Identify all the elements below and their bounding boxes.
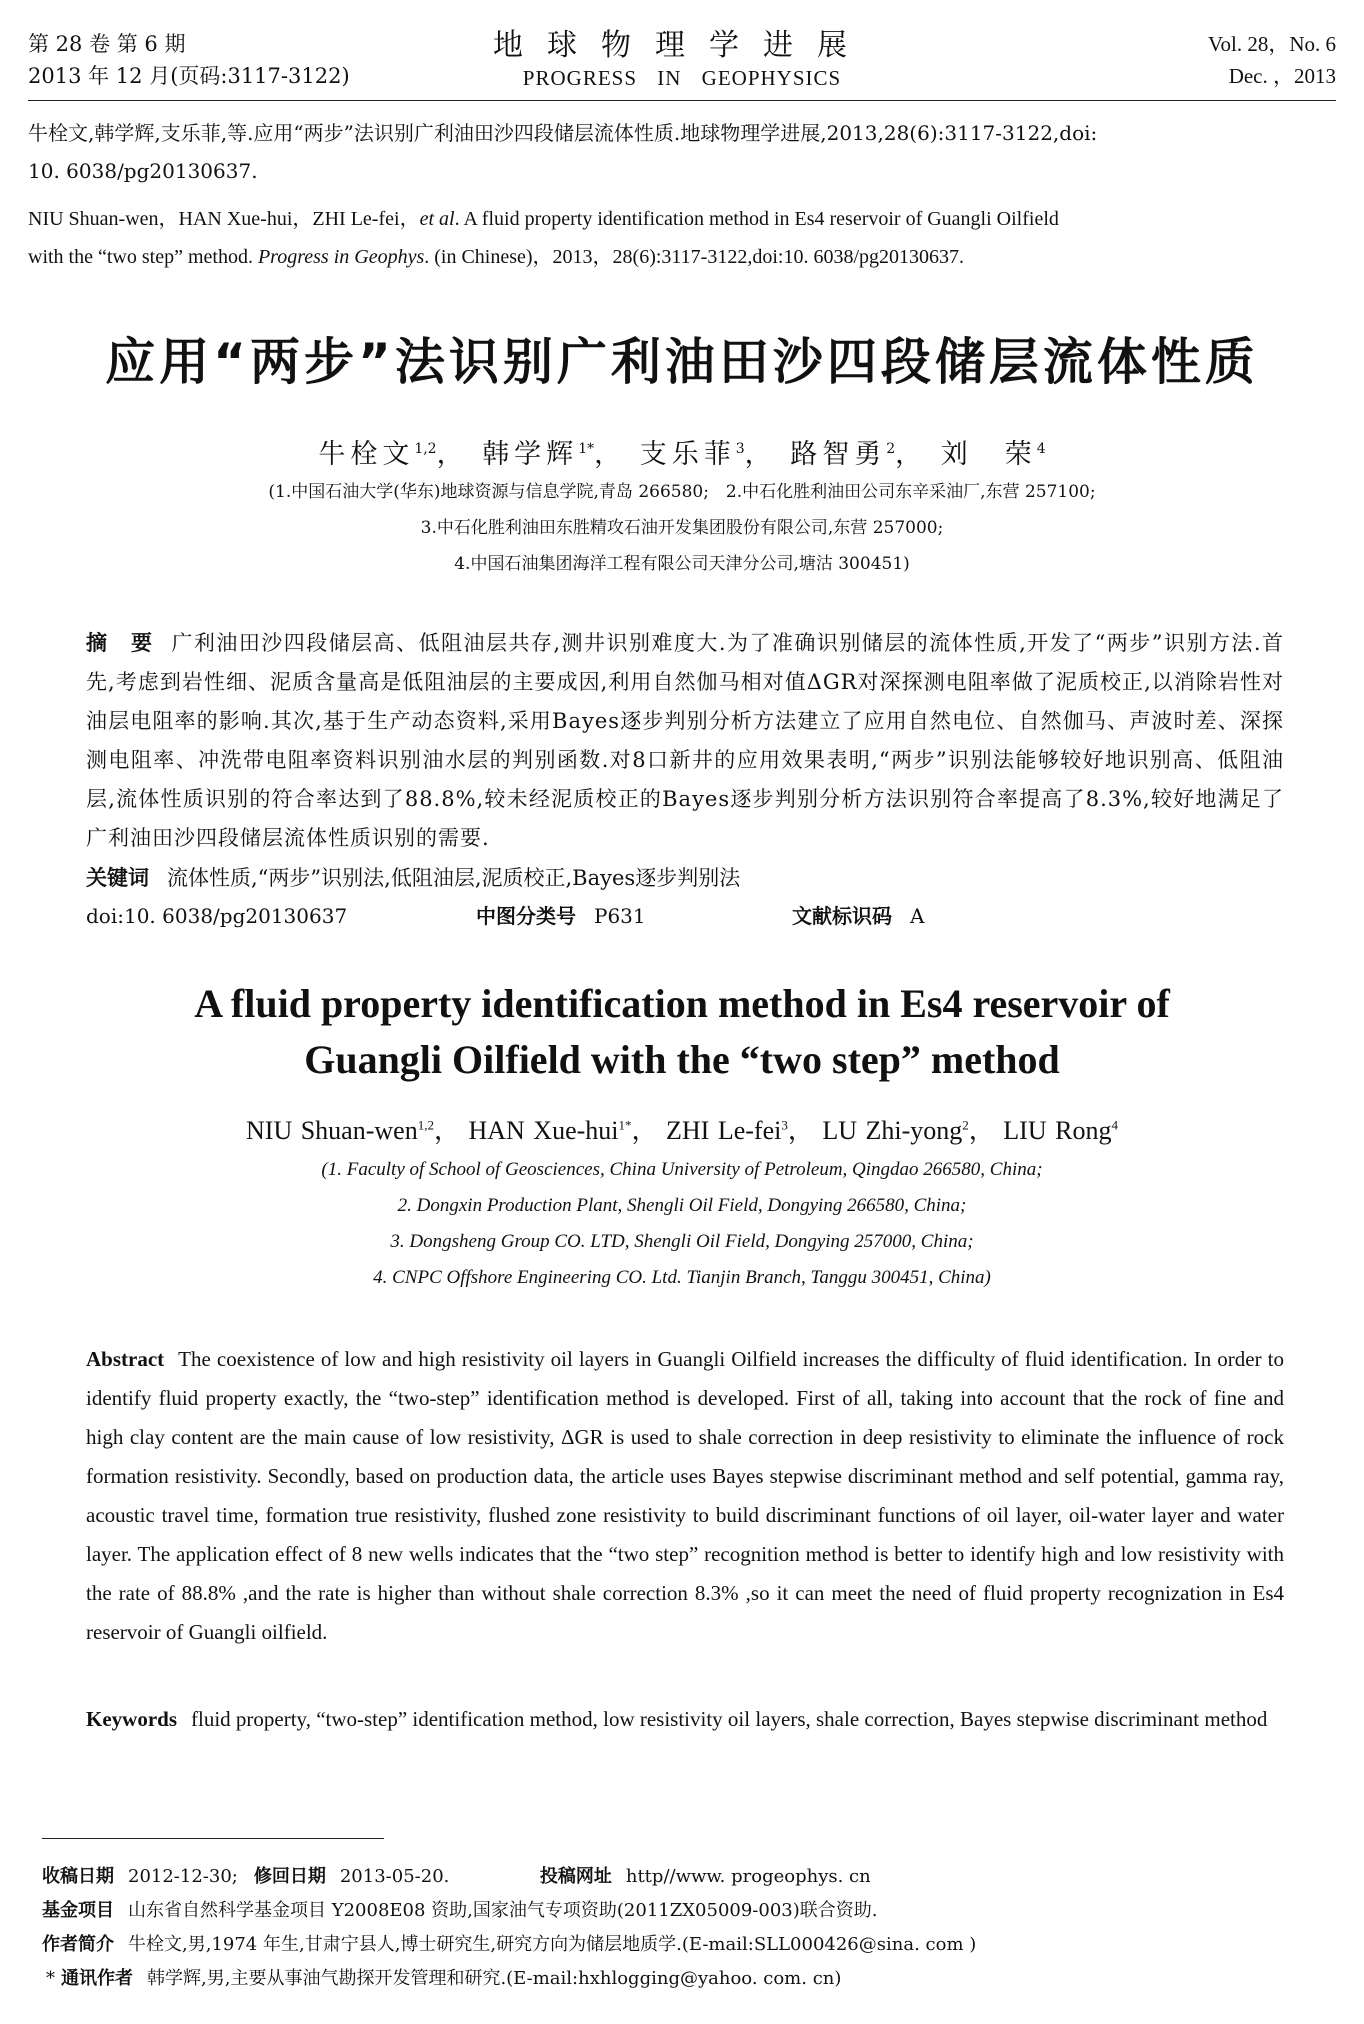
submission-url: http//www. progeophys. cn (625, 1866, 871, 1887)
citation-en-title: . A fluid property identification method in Es4 reservoir of Guangli Oilfield (454, 208, 1059, 230)
author-cn: 牛栓文$^{1,2}$ (318, 439, 437, 470)
doc-code-value: A (910, 904, 925, 928)
abstract-en-text: The coexistence of low and high resistivity oil layers in Guangli Oilfield increases the difficulty of fluid identification. In order to identify fluid property exactly, the “two-step” identification method is developed. First of all, taking into account that the rock of fine and high clay content are the main cause of low resistivity, ΔGR is used to shale correction in deep resistivity to eliminate the influence of rock formation resistivity. Secondly, based on production data, the article uses Bayes stepwise discriminant method and self potential, gamma ray, acoustic travel time, formation true resistivity, flushed zone resistivity to build discriminant functions of oil layer, oil-water layer and water layer. The application effect of 8 new wells indicates that the “two step” recognition method is better to identify high and low resistivity with the rate of 88.8% ,and the rate is higher than without shale correction 8.3% ,so it can meet the need of fluid property recognization in Es4 reservoir of Guangli oilfield. (86, 1347, 1284, 1644)
author-en: LIU Rong$^4$ (1003, 1116, 1118, 1145)
paper-title-en (0, 976, 1364, 1088)
journal-name-cn: 地球物理学进展 (493, 28, 871, 63)
keywords-cn (86, 860, 740, 896)
paper-title-en-line1: A fluid property identification method in Es4 reservoir of (194, 981, 1170, 1026)
citation-cn-line1: 牛栓文,韩学辉,支乐菲,等.应用“两步”法识别广利油田沙四段储层流体性质.地球物理学进展,2013,28(6):3117-3122,doi: (28, 121, 1098, 145)
author-cn: 路智勇$^2$ (790, 439, 896, 470)
affiliation-en: (1. Faculty of School of Geosciences, China University of Petroleum, Qingdao 266580, China; (321, 1159, 1043, 1180)
journal-volume-en (1208, 28, 1336, 92)
revised-label: 修回日期 (253, 1866, 326, 1887)
received-label: 收稿日期 (42, 1866, 114, 1887)
corresponding-star: * (46, 1968, 55, 1989)
citation-en-details: . (in Chinese)，2013，28(6):3117-3122,doi:10. 6038/pg20130637. (424, 246, 965, 268)
citation-en-line1 (28, 200, 1338, 238)
header-rule (28, 100, 1336, 101)
author-en: HAN Xue-hui$^{1*}$ (468, 1116, 632, 1145)
citation-en-journal: Progress in Geophys (257, 246, 425, 268)
author-en: LU Zhi-yong$^2$ (822, 1116, 969, 1145)
affiliation-cn: 4.中国石油集团海洋工程有限公司天津分公司,塘沽 300451) (454, 554, 910, 574)
author-cn: 韩学辉$^{1*}$ (482, 439, 595, 470)
footnote-author-bio (42, 1928, 1332, 1962)
submission-url-label: 投稿网址 (539, 1866, 612, 1887)
clc-label: 中图分类号 (476, 904, 576, 928)
journal-name-en: PROGRESS IN GEOPHYSICS (522, 66, 842, 90)
affiliation-cn: 3.中石化胜利油田东胜精攻石油开发集团股份有限公司,东营 257000; (420, 518, 944, 538)
doi-cn: doi:10. 6038/pg20130637 (86, 904, 348, 928)
author-bio-label: 作者简介 (42, 1934, 114, 1955)
keywords-cn-label: 关键词 (86, 866, 149, 890)
journal-name (0, 26, 1364, 91)
author-list-cn: 牛栓文$^{1,2}$， 韩学辉$^{1*}$， 支乐菲$^3$， 路智勇$^2$， 刘 荣$^4$ (318, 439, 1046, 470)
corresponding-label: 通讯作者 (61, 1968, 133, 1989)
citation-en-etal: et al (419, 208, 455, 230)
issue-date-en: Dec. ，2013 (1228, 64, 1336, 88)
funding-text: 山东省自然科学基金项目 Y2008E08 资助,国家油气专项资助(2011ZX05009-003)联合资助. (128, 1900, 878, 1921)
keywords-en-label: Keywords (86, 1707, 177, 1731)
footnote-funding (42, 1894, 1332, 1928)
affiliation-en: 2. Dongxin Production Plant, Shengli Oil Field, Dongying 266580, China; (397, 1195, 967, 1216)
abstract-cn (86, 624, 1284, 858)
author-bio-text: 牛栓文,男,1974 年生,甘肃宁县人,博士研究生,研究方向为储层地质学.(E-mail:SLL000426@sina. com ) (128, 1934, 977, 1955)
author-cn: 支乐菲$^3$ (639, 439, 745, 470)
clc-value: P631 (594, 904, 646, 928)
abstract-cn-label: 摘 要 (86, 631, 154, 655)
affiliation-cn: (1.中国石油大学(华东)地球资源与信息学院,青岛 266580; 2.中石化胜利油田公司东辛采油厂,东营 257100; (268, 482, 1096, 502)
volume-issue: 第 28 卷 第 6 期 (28, 32, 186, 56)
revised-date: 2013-05-20. (339, 1866, 450, 1887)
corresponding-text: 韩学辉,男,主要从事油气勘探开发管理和研究.(E-mail:hxhlogging@yahoo. com. cn) (147, 1968, 842, 1989)
footnote-rule (42, 1838, 384, 1839)
keywords-en-text: fluid property, “two-step” identification method, low resistivity oil layers, shale correction, Bayes stepwise discriminant method (191, 1707, 1268, 1731)
author-en: NIU Shuan-wen$^{1,2}$ (246, 1116, 434, 1145)
citation-en-authors: NIU Shuan-wen，HAN Xue-hui，ZHI Le-fei， (28, 208, 420, 230)
keywords-en (86, 1700, 1284, 1739)
abstract-en (86, 1340, 1284, 1652)
affiliation-en: 4. CNPC Offshore Engineering CO. Ltd. Tianjin Branch, Tanggu 300451, China) (373, 1267, 991, 1288)
issue-date-pages: 2013 年 12 月(页码:3117-3122) (28, 64, 350, 88)
author-list-en: NIU Shuan-wen$^{1,2}$， HAN Xue-hui$^{1*}$， ZHI Le-fei$^3$， LU Zhi-yong$^2$， LIU Rong$^4$ (246, 1116, 1118, 1145)
footnote-dates (42, 1860, 1332, 1894)
affiliation-en: 3. Dongsheng Group CO. LTD, Shengli Oil Field, Dongying 257000, China; (390, 1231, 974, 1252)
classification-info (86, 898, 1284, 934)
received-date: 2012-12-30; (128, 1866, 238, 1887)
paper-title-cn: 应用“两步”法识别广利油田沙四段储层流体性质 (105, 333, 1259, 391)
keywords-cn-text: 流体性质,“两步”识别法,低阻油层,泥质校正,Bayes逐步判别法 (167, 866, 741, 890)
doc-code-label: 文献标识码 (792, 904, 892, 928)
footnote-corresponding (42, 1962, 1332, 1996)
citation-en-line2 (28, 238, 1338, 276)
volume-number-en: Vol. 28，No. 6 (1208, 32, 1336, 56)
abstract-en-label: Abstract (86, 1347, 165, 1371)
funding-label: 基金项目 (42, 1900, 114, 1921)
abstract-cn-text: 广利油田沙四段储层高、低阻油层共存,测井识别难度大.为了准确识别储层的流体性质,开发了“两步”识别方法.首先,考虑到岩性细、泥质含量高是低阻油层的主要成因,利用自然伽马相对值ΔGR对深探测电阻率做了泥质校正,以消除岩性对油层电阻率的影响.其次,基于生产动态资料,采用Bayes逐步判别分析方法建立了应用自然电位、自然伽马、声波时差、深探测电阻率、冲洗带电阻率资料识别油水层的判别函数.对8口新井的应用效果表明,“两步”识别法能够较好地识别高、低阻油层,流体性质识别的符合率达到了88.8%,较未经泥质校正的Bayes逐步判别分析方法识别符合率提高了8.3%,较好地满足了广利油田沙四段储层流体性质识别的需要. (86, 631, 1285, 850)
paper-title-en-line2: Guangli Oilfield with the “two step” method (304, 1037, 1060, 1082)
citation-cn-line2: 10. 6038/pg20130637. (28, 159, 258, 183)
author-en: ZHI Le-fei$^3$ (666, 1116, 788, 1145)
citation-en-title-end: with the “two step” method. (28, 246, 258, 268)
author-cn: 刘 荣$^4$ (940, 439, 1046, 470)
